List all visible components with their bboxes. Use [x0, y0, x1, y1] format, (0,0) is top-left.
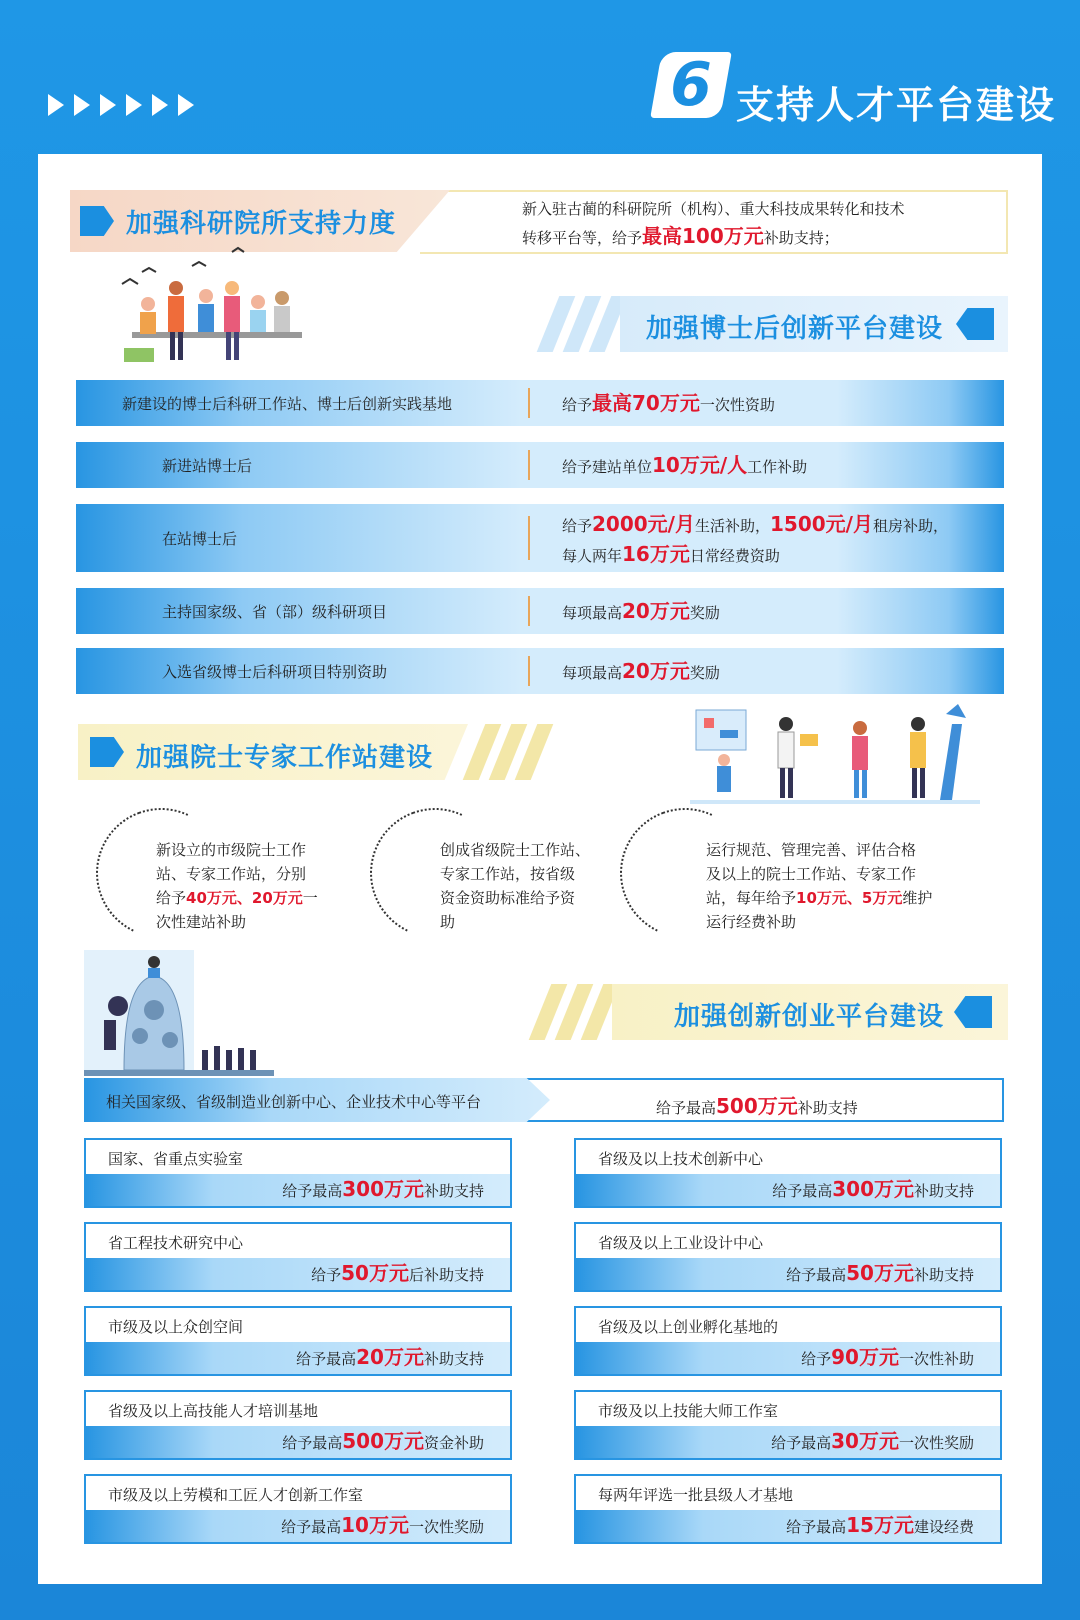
platform-card: [574, 1138, 1002, 1208]
text: 给予最高: [786, 1518, 847, 1536]
text: 一: [302, 889, 318, 907]
text-line: 次性建站补助: [156, 913, 247, 931]
card-value: [282, 1173, 484, 1202]
row-label: 入选省级博士后科研项目特别资助: [162, 663, 388, 681]
text: 给予: [562, 517, 593, 535]
text: 给予最高: [296, 1350, 357, 1368]
card-title: 省级及以上工业设计中心: [598, 1234, 764, 1252]
row-label: 在站博士后: [162, 530, 238, 548]
text: 给予建站单位: [562, 458, 653, 476]
text: 补助支持: [797, 1099, 858, 1117]
platform-card: [574, 1222, 1002, 1292]
row-value-line1: [562, 510, 948, 540]
card-title: 市级及以上众创空间: [108, 1318, 244, 1336]
academician-item: [706, 838, 932, 934]
highlight-amount: 90万元: [831, 1345, 899, 1369]
postdoc-row: [76, 442, 1004, 488]
text: 租房补助，: [872, 517, 948, 535]
text: 给予最高: [771, 1434, 832, 1452]
text-line: 站、专家工作站，分别: [156, 865, 307, 883]
highlight-amount: 10万元/人: [652, 453, 748, 477]
row-divider: [528, 516, 530, 560]
highlight-amount: 最高100万元: [642, 224, 764, 248]
highlight-amount: 20万元: [622, 659, 690, 683]
decorative-stripes: [540, 984, 608, 1040]
highlight-amount: 300万元: [832, 1177, 914, 1201]
highlight-amount: 最高70万元: [592, 391, 700, 415]
text-line: [156, 886, 318, 910]
section-number: 6: [670, 50, 712, 120]
text: 一次性补助: [898, 1350, 974, 1368]
text: 补助支持: [913, 1266, 974, 1284]
row-value: [562, 597, 720, 627]
text: 站，每年给予: [706, 889, 797, 907]
text-line: 运行规范、管理完善、评估合格: [706, 841, 917, 859]
text: 日常经费资助: [689, 547, 780, 565]
card-title: 省级及以上高技能人才培训基地: [108, 1402, 319, 1420]
section4-title: 加强创新创业平台建设: [674, 1002, 945, 1032]
platform-card: [84, 1474, 512, 1544]
highlight-amount: 50万元: [341, 1261, 409, 1285]
text: 维护: [902, 889, 933, 907]
highlight-amount: 500万元: [342, 1429, 424, 1453]
text-line: 新设立的市级院士工作: [156, 841, 307, 859]
highlight-amount: 50万元: [846, 1261, 914, 1285]
row-value: [562, 510, 948, 570]
text: 奖励: [689, 604, 720, 622]
text: 给予最高: [772, 1182, 833, 1200]
business-people-illustration: [690, 704, 980, 810]
text: 补助支持；: [763, 229, 839, 247]
text: 给予: [311, 1266, 342, 1284]
text-line: [706, 886, 932, 910]
text: 建设经费: [913, 1518, 974, 1536]
row-value: [562, 389, 775, 419]
highlight-amount: 2000元/月: [592, 512, 695, 536]
highlight-amount: 20万元: [356, 1345, 424, 1369]
arrow-icon: [152, 94, 168, 116]
text: 给予最高: [282, 1182, 343, 1200]
text: 一次性资助: [699, 396, 775, 414]
card-title: 省级及以上技术创新中心: [598, 1150, 764, 1168]
text: 给予: [562, 396, 593, 414]
text: 一次性奖励: [898, 1434, 974, 1452]
highlight-amount: 10万元: [341, 1513, 409, 1537]
platform-card: [574, 1306, 1002, 1376]
text-line: 运行经费补助: [706, 913, 797, 931]
postdoc-row: [76, 504, 1004, 572]
text: 每项最高: [562, 604, 623, 622]
card-value: [771, 1425, 974, 1454]
arrow-icon: [48, 94, 64, 116]
row-value-line2: [562, 540, 948, 570]
text-line: 助: [440, 913, 456, 931]
highlight-amount: 10万元、5万元: [796, 889, 903, 907]
row-divider: [528, 450, 530, 480]
text: 工作补助: [747, 458, 808, 476]
card-value: [311, 1257, 484, 1286]
postdoc-row: [76, 588, 1004, 634]
card-title: 省级及以上创业孵化基地的: [598, 1318, 779, 1336]
section1-title: 加强科研院所支持力度: [126, 209, 397, 239]
text: 生活补助，: [694, 517, 770, 535]
text: 给予最高: [656, 1099, 717, 1117]
text: 补助支持: [423, 1350, 484, 1368]
text: 每项最高: [562, 664, 623, 682]
highlight-amount: 16万元: [622, 542, 690, 566]
card-value: [786, 1257, 974, 1286]
section1-line2: [522, 223, 992, 252]
highlight-amount: 300万元: [342, 1177, 424, 1201]
platform-card: [84, 1138, 512, 1208]
card-value: [772, 1173, 974, 1202]
row-divider: [528, 596, 530, 626]
platform-card: [574, 1390, 1002, 1460]
text: 一次性奖励: [408, 1518, 484, 1536]
team-illustration: [112, 244, 302, 370]
section2-title: 加强博士后创新平台建设: [646, 314, 944, 344]
text: 每人两年: [562, 547, 623, 565]
row-value: [562, 451, 807, 481]
row-value: [562, 657, 720, 687]
section1-line1: 新入驻古蔺的科研院所（机构）、重大科技成果转化和技术: [522, 200, 905, 218]
card-title: 国家、省重点实验室: [108, 1150, 244, 1168]
text-line: 专家工作站，按省级: [440, 865, 576, 883]
innovation-center-label: 相关国家级、省级制造业创新中心、企业技术中心等平台: [106, 1093, 482, 1111]
card-title: 省工程技术研究中心: [108, 1234, 244, 1252]
highlight-amount: 500万元: [716, 1094, 798, 1118]
text: 给予最高: [282, 1434, 343, 1452]
academician-item: [440, 838, 590, 934]
row-divider: [528, 656, 530, 686]
highlight-amount: 1500元/月: [770, 512, 873, 536]
text: 给予: [801, 1350, 832, 1368]
row-label: 主持国家级、省（部）级科研项目: [162, 603, 388, 621]
arrow-icon: [126, 94, 142, 116]
innovation-illustration: [84, 950, 274, 1076]
text-line: 及以上的院士工作站、专家工作: [706, 865, 917, 883]
arrow-icon: [74, 94, 90, 116]
innovation-center-value: [656, 1090, 858, 1119]
section1-text: [522, 196, 992, 252]
section3-title: 加强院士专家工作站建设: [136, 743, 434, 773]
card-title: 每两年评选一批县级人才基地: [598, 1486, 794, 1504]
text: 补助支持: [913, 1182, 974, 1200]
card-value: [281, 1509, 484, 1538]
academician-item: [156, 838, 318, 934]
platform-card: [84, 1306, 512, 1376]
postdoc-row: [76, 648, 1004, 694]
card-value: [786, 1509, 974, 1538]
card-value: [282, 1425, 484, 1454]
row-divider: [528, 388, 530, 418]
platform-card: [574, 1474, 1002, 1544]
text: 奖励: [689, 664, 720, 682]
highlight-amount: 15万元: [846, 1513, 914, 1537]
decorative-arrows: [48, 94, 194, 116]
text: 资金补助: [423, 1434, 484, 1452]
page-title: 支持人才平台建设: [736, 83, 1057, 127]
card-value: [296, 1341, 484, 1370]
text: 给予最高: [786, 1266, 847, 1284]
arrow-icon: [100, 94, 116, 116]
decorative-stripes: [548, 296, 616, 352]
card-value: [801, 1341, 974, 1370]
card-title: 市级及以上劳模和工匠人才创新工作室: [108, 1486, 364, 1504]
postdoc-row: [76, 380, 1004, 426]
platform-card: [84, 1222, 512, 1292]
arrow-icon: [178, 94, 194, 116]
highlight-amount: 20万元: [622, 599, 690, 623]
text: 给予: [156, 889, 187, 907]
text: 给予最高: [281, 1518, 342, 1536]
card-title: 市级及以上技能大师工作室: [598, 1402, 779, 1420]
text-line: 创成省级院士工作站、: [440, 841, 591, 859]
text: 转移平台等，给予: [522, 229, 643, 247]
decorative-stripes: [474, 724, 542, 780]
text-line: 资金资助标准给予资: [440, 889, 576, 907]
text: 补助支持: [423, 1182, 484, 1200]
highlight-amount: 40万元、20万元: [186, 889, 303, 907]
text: 后补助支持: [408, 1266, 484, 1284]
platform-card: [84, 1390, 512, 1460]
row-label: 新建设的博士后科研工作站、博士后创新实践基地: [122, 395, 453, 413]
highlight-amount: 30万元: [831, 1429, 899, 1453]
section-number-badge: [650, 52, 732, 118]
row-label: 新进站博士后: [162, 457, 253, 475]
